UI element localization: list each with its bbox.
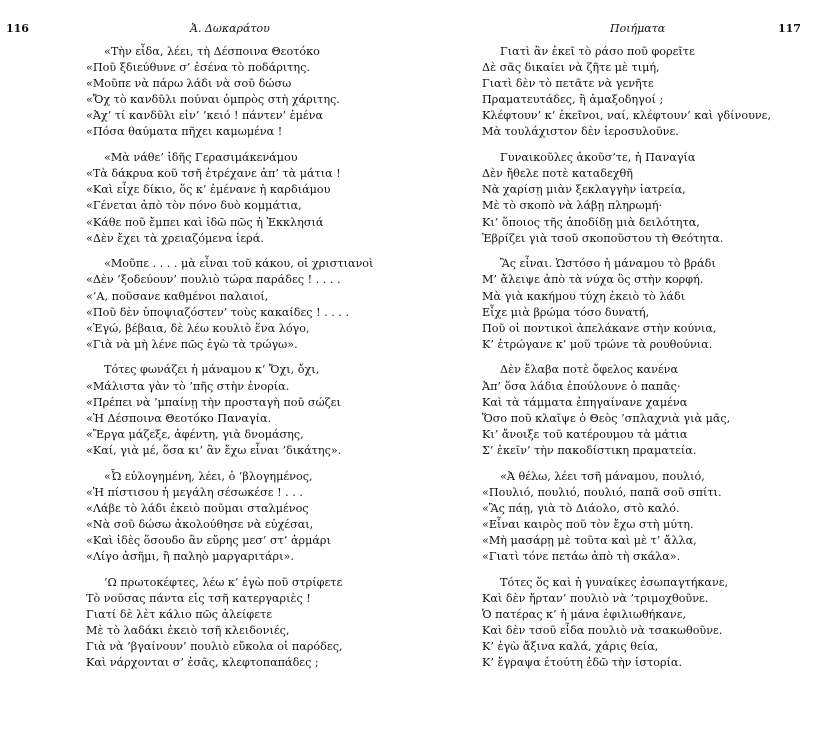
verse-line: Τότες ὅς καὶ ἡ γυναίκες ἐσωπαγτήκανε, bbox=[500, 575, 729, 589]
verse-line: Εἶχε μιὰ βρώμα τόσο δυνατή, bbox=[482, 305, 650, 319]
verse-line: Γυναικοῦλες ἀκοῦσ’τε, ἡ Παναγία bbox=[500, 151, 696, 165]
stanza bbox=[86, 469, 373, 566]
verse-line: «Τὴν εἶδα, λέει, τὴ Δέσποινα Θεοτόκο bbox=[104, 45, 320, 58]
verse-line: Γιὰ νὰ ’βγαίνουν’ πουλιὸ εὔκολα οἱ παρόδες, bbox=[86, 640, 343, 654]
stanza bbox=[482, 150, 771, 247]
verse-line: «Ἂς πάῃ, γιὰ τὸ Διάολο, στὸ καλό. bbox=[482, 501, 680, 515]
verse-line: «Καὶ εἶχε δίκιο, ὅς κ’ ἐμένανε ἡ καρδιάμου bbox=[86, 183, 331, 197]
verse-line: Δὲν ἔλαβα ποτὲ ὄφελος κανένα bbox=[500, 363, 679, 377]
verse-line: Μὰ τουλάχιστον δὲν ἱεροσυλοῦνε. bbox=[482, 125, 679, 139]
verse-line: ’Ω πρωτοκέφτες, λέω κ’ ἐγὼ ποῦ στρίφετε bbox=[104, 575, 343, 589]
verse-line: «Γιατὶ τόνε πετάω ἀπὸ τὴ σκάλα». bbox=[482, 550, 681, 564]
verse-line: «Πόσα θαύματα πῆχει καμωμένα ! bbox=[86, 125, 283, 139]
verse-line: Γιατὶ ἂν ἐκεῖ τὸ ράσο ποῦ φορεῖτε bbox=[500, 45, 695, 58]
stanza bbox=[482, 362, 771, 459]
verse-line: Ἐβρίζει γιὰ τσοῦ σκοποῦστου τὴ Θεότητα. bbox=[482, 231, 724, 245]
verse-line: «Πρέπει νὰ ’μπαίνῃ τὴν προσταγὴ ποῦ σώζει bbox=[86, 395, 341, 409]
verse-line: «Καί, γιὰ μέ, ὅσα κι’ ἂν ἔχω εἶναι ’δικάτης». bbox=[86, 443, 342, 457]
stanza bbox=[86, 150, 373, 247]
verse-line: Ὅσο ποῦ κλαῖψε ὁ Θεὸς ’σπλαχνιὰ γιὰ μᾶς, bbox=[482, 411, 731, 425]
verse-line: Μὲ τὸ σκοπὸ νὰ λάβῃ πληρωμή· bbox=[482, 199, 663, 213]
verse-line: «Δὲν ἔχει τὰ χρειαζόμενα ἱερά. bbox=[86, 231, 264, 245]
verse-line: «Ἔργα μάζεξε, ἀφέντη, γιὰ δνομάσης, bbox=[86, 427, 304, 441]
stanza bbox=[86, 362, 373, 459]
verse-line: «Μοῦπε . . . . μὰ εἶναι τοῦ κάκου, οἱ χριστιανοὶ bbox=[104, 257, 374, 271]
verse-line: Ἂς εἶναι. Ὡστόσο ἡ μάναμου τὸ βράδι bbox=[500, 257, 716, 271]
verse-line: Τὸ νοῦσας πάντα εἰς τσῆ κατεργαριὲς ! bbox=[86, 591, 311, 605]
verse-line: Καὶ τὰ τάμματα ἐπηγαίνανε χαμένα bbox=[482, 395, 688, 409]
verse-line: «Εἶναι καιρὸς ποῦ τὸν ἔχω στὴ μύτη. bbox=[482, 517, 694, 531]
left-page bbox=[0, 0, 413, 737]
verse-line: «Ὦ εὐλογημένη, λέει, ὁ ’βλογημένος, bbox=[104, 469, 313, 483]
verse-line: Ποῦ οἱ ποντικοὶ ἀπελάκανε στὴν κούνια, bbox=[482, 321, 717, 335]
verse-line: «Μοῦπε νὰ πάρω λάδι νὰ σοῦ δώσω bbox=[86, 77, 292, 91]
page-number: 116 bbox=[6, 22, 29, 35]
verse-line: «Δὲν ’ξοδεύουν’ πουλιὸ τώρα παράδες ! . . . . bbox=[86, 273, 341, 287]
verse-line: Γιατί δὲ λὲτ κάλιο πῶς ἀλείφετε bbox=[86, 607, 273, 621]
verse-line: «Μάλιστα γὰν τὸ ’πῆς στὴν ἐνορία. bbox=[86, 379, 290, 393]
verse-line: Κ’ ἔγραψα ἐτούτη ἐδῶ τὴν ἱστορία. bbox=[482, 656, 683, 670]
poem-column bbox=[482, 44, 771, 681]
poem-column bbox=[86, 44, 373, 681]
verse-line: «Ποῦ δὲν ὑποψιαζόστεν’ τοὺς κακαίδες ! . . . . bbox=[86, 305, 350, 319]
verse-line: Κι’ ὅποιος τῆς ἀποδίδῃ μιὰ δειλότητα, bbox=[482, 215, 700, 229]
verse-line: «Ἡ πίστισου ἡ μεγάλη σέσωκέσε ! . . . bbox=[86, 485, 303, 499]
verse-line: Μὰ γιὰ κακήμου τύχη ἐκειὸ τὸ λάδι bbox=[482, 289, 686, 303]
verse-line: «Τὰ δάκρυα κοῦ τσῆ ἐτρέχανε ἀπ’ τὰ μάτια ! bbox=[86, 167, 341, 181]
verse-line: Καὶ δὲν τσοῦ εἶδα πουλιὸ νὰ τσακωθοῦνε. bbox=[482, 624, 723, 638]
stanza bbox=[482, 469, 771, 566]
verse-line: Νὰ χαρίσῃ μιὰν ξεκλαγγὴν ἰατρεία, bbox=[482, 183, 686, 197]
verse-line: «Μὰ νάθε’ ἰδῆς Γερασιμάκενάμου bbox=[104, 151, 298, 165]
verse-line: «Ἡ Δέσποινα Θεοτόκο Παναγία. bbox=[86, 411, 272, 425]
stanza bbox=[86, 575, 373, 672]
verse-line: «Καὶ ἰδὲς ὅσουδο ἂν εὔρης μεσ’ στ’ ἀρμάρι bbox=[86, 534, 331, 547]
verse-line: Κλέφτουν’ κ’ ἐκεῖνοι, ναί, κλέφτουν’ καὶ γδίνουνε, bbox=[482, 109, 772, 123]
verse-line: Μ’ ἄλειψε ἀπὸ τὰ νύχα ὃς στὴν κορφή. bbox=[482, 273, 704, 287]
verse-line: «Λάβε τὸ λάδι ἐκειὸ ποῦμαι σταλμένος bbox=[86, 501, 309, 515]
verse-line: Μὲ τὸ λαδάκι ἐκειὸ τσῆ κλειδονιές, bbox=[86, 624, 290, 638]
verse-line: «Πουλιό, πουλιό, πουλιό, παπᾶ σοῦ σπίτι. bbox=[482, 485, 722, 499]
verse-line: «Νὰ σοῦ δώσω ἀκολούθησε νὰ εὐχέσαι, bbox=[86, 517, 314, 531]
stanza bbox=[482, 44, 771, 141]
verse-line: Δὲ σᾶς δικαίει νὰ ζῆτε μὲ τιμή, bbox=[482, 61, 660, 75]
verse-line: «Μὴ μασάρῃ μὲ τοῦτα καὶ μὲ τ’ ἄλλα, bbox=[482, 534, 697, 547]
verse-line: Καὶ νάρχονται σ’ ἐσᾶς, κλεφτοπαπάδες ; bbox=[86, 656, 319, 670]
stanza bbox=[86, 256, 373, 353]
verse-line: «Ποῦ ξδιεύθυνε σ’ ἐσένα τὸ ποδάριτης. bbox=[86, 61, 310, 75]
verse-line: Σ’ ἐκεῖν’ τὴν πακοδίστικη πραματεία. bbox=[482, 443, 697, 457]
verse-line: Ὁ πατέρας κ’ ἡ μάνα ἐφιλιωθήκανε, bbox=[482, 607, 687, 621]
verse-line: Κ’ ἐτρώγανε κ’ μοῦ τρώνε τὰ ρουθούνια. bbox=[482, 337, 713, 351]
verse-line: «Ἀ θέλω, λέει τσῆ μάναμου, πουλιό, bbox=[500, 469, 705, 483]
verse-line: Δὲν ἤθελε ποτὲ καταδεχθῆ bbox=[482, 167, 633, 181]
running-title: Ποιήματα bbox=[610, 22, 666, 35]
verse-line: Κι’ ἄνοιξε τοῦ κατέρουμου τὰ μάτια bbox=[482, 427, 688, 441]
stanza bbox=[86, 44, 373, 141]
verse-line: Γιατὶ δὲν τὸ πετᾶτε νὰ γενῆτε bbox=[482, 77, 654, 91]
stanza bbox=[482, 575, 771, 672]
verse-line: «Γένεται ἀπὸ τὸν πόνο δυὸ κομμάτια, bbox=[86, 199, 302, 213]
verse-line: «Κάθε ποῦ ἔμπει καὶ ἰδῶ πῶς ἡ Ἐκκλησιά bbox=[86, 215, 324, 229]
verse-line: Κ’ ἐγὼ ἄξινα καλά, χάρις θεία, bbox=[482, 640, 659, 654]
verse-line: Καὶ δὲν ἤρταν’ πουλιὸ νὰ ’τριμοχθοῦνε. bbox=[482, 591, 709, 605]
verse-line: Τότες φωνάζει ἡ μάναμου κ’ Ὄχι, ὄχι, bbox=[104, 363, 320, 377]
verse-line: «Ἐγώ, βέβαια, δὲ λέω κουλιὸ ἕνα λόγο, bbox=[86, 321, 310, 335]
verse-line: «Γιὰ νὰ μὴ λένε πῶς ἐγὼ τὰ τρώγω». bbox=[86, 337, 298, 351]
verse-line: Πραματευτάδες, ἢ ἀμαξοδηγοί ; bbox=[482, 93, 664, 107]
page-number: 117 bbox=[778, 22, 801, 35]
verse-line: «’Α, ποῦσανε καθμένοι παλαιοί, bbox=[86, 289, 269, 303]
verse-line: Ἀπ’ ὅσα λάδια ἐπούλουνε ὁ παπᾶς· bbox=[482, 379, 681, 393]
verse-line: «Λίγο ἀσῆμι, ἢ παληὸ μαργαριτάρι». bbox=[86, 550, 294, 564]
verse-line: «Ὄχ τὸ κανδῦλι πούναι ὀμπρὸς στὴ χάριτης. bbox=[86, 93, 340, 107]
stanza bbox=[482, 256, 771, 353]
right-page bbox=[414, 0, 827, 737]
verse-line: «Ἀχ’ τί κανδῦλι εἰν’ ’κειό ! πάντεν’ ἐμένα bbox=[86, 109, 324, 123]
running-title: Ἀ. Δωκαράτου bbox=[190, 22, 270, 35]
